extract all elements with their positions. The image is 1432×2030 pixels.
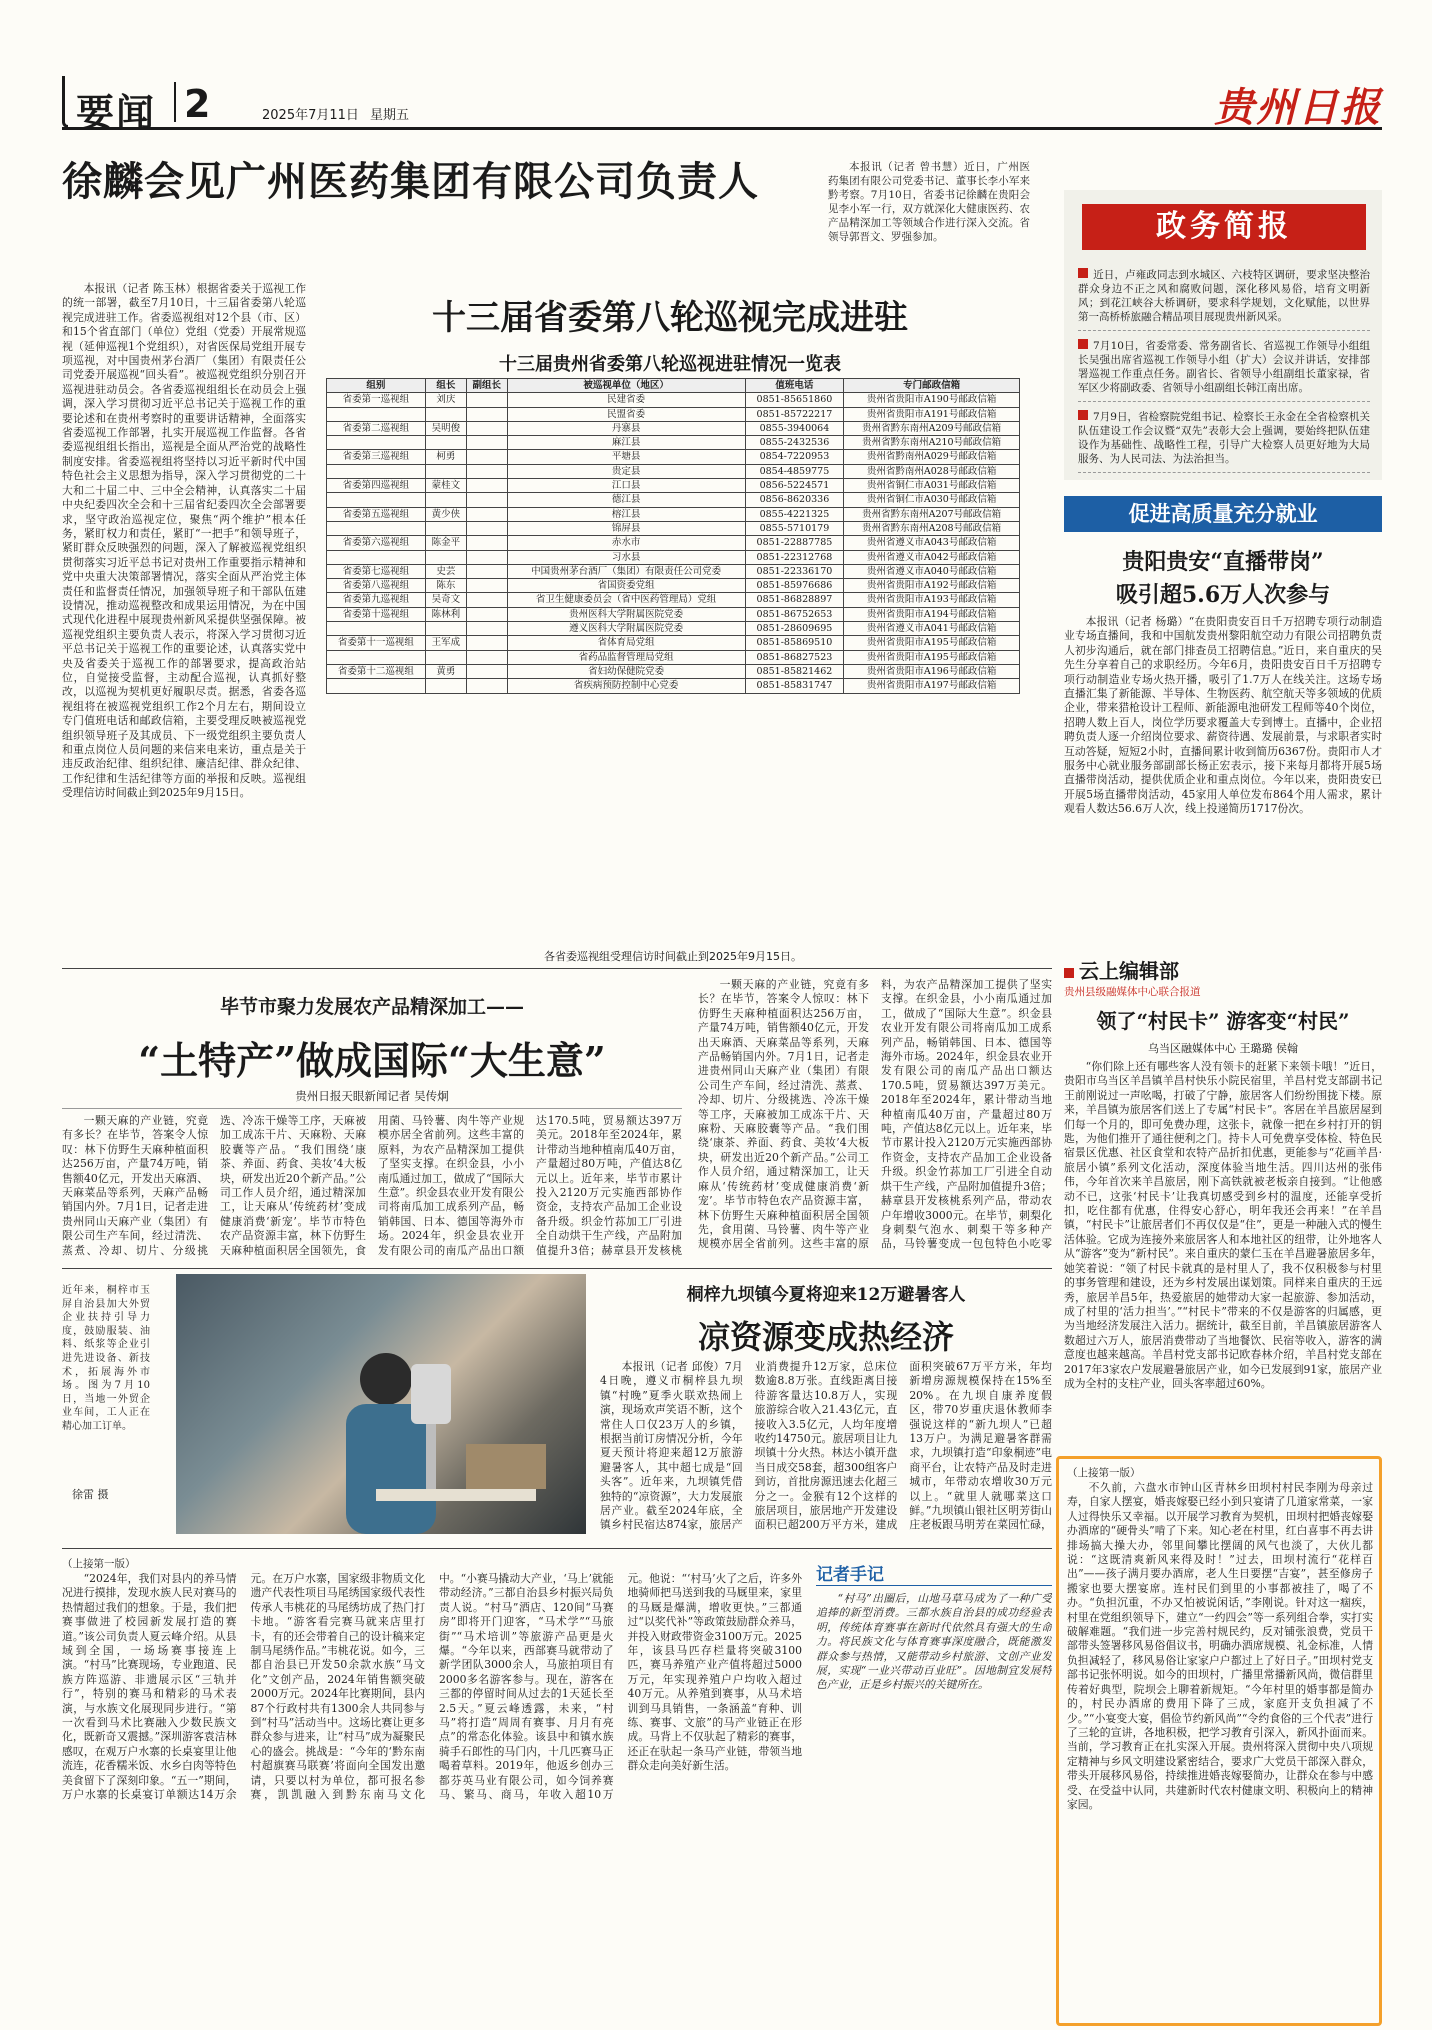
factory-worker-photo [176, 1274, 586, 1534]
table-cell: 江口县 [507, 479, 745, 493]
table-cell: 省委第十一巡视组 [327, 636, 426, 650]
table-header-cell: 被巡视单位（地区） [507, 379, 745, 393]
table-cell: 0854-7220953 [745, 450, 844, 464]
table-cell: 0855-2432536 [745, 436, 844, 450]
continued-label: （上接第一版） [1067, 1467, 1141, 1479]
table-cell: 0851-86828897 [745, 593, 844, 607]
table-cell: 省国资委党组 [507, 579, 745, 593]
table-cell [327, 493, 426, 507]
table-cell: 史芸 [425, 564, 466, 578]
cloud-header [1064, 955, 1382, 999]
inspection-article-text: 本报讯（记者 陈玉林）根据省委关于巡视工作的统一部署，截至7月10日，十三届省委第八轮巡视完成进驻工作。省委巡视组对12个县（市、区）和15个省直部门（单位）党组（党委）开展常规巡视（延伸巡视1个党组织），对省医保局党组开展专项巡视，对中国贵州茅台酒厂（集团）有限责任公司党委开展巡视“回头看”。被巡视党组织分别召开巡视进驻动员会。各省委巡视组组长在动员会上强调，深入学习贯彻习近平总书记关于巡视工作的重要论述和在贵州考察时的重要讲话精神，全面落实省委巡视工作部署，扎实开展巡视工作监督。各省委巡视组组长指出，巡视是全面从严治党的战略性制度安排。省委巡视组将坚持以习近平新时代中国特色社会主义思想为指导，深入学习贯彻党的二十大和二十届二中、三中全会精神，认真落实二十届中央纪委四次全会和十三届省纪委四次全会部署要求，坚守政治巡视定位，聚焦“两个维护”根本任务，紧盯权力和责任，紧盯“一把手”和领导班子，紧盯群众反映强烈的问题，深入了解被巡视党组织贯彻落实习近平总书记对贵州工作重要指示精神和党中央重大决策部署情况，落实全面从严治党主体责任和监督责任情况，加强领导班子和干部队伍建设情况，推动巡视整改和成果运用情况，为在中国式现代化进程中展现贵州新风采提供坚强保障。被巡视党组织主要负责人表示，将深入学习贯彻习近平总书记关于巡视工作的重要论述，认真落实党中央及省委关于巡视工作的部署要求，提高政治站位，自觉接受监督，主动配合巡视，认真抓好整改，以巡视为契机更好履职尽责。据悉，省委各巡视组将在被巡视党组织工作2个月左右，期间设立专门值班电话和邮政信箱，主要受理反映被巡视党组织领导班子及其成员、下一级党组织主要负责人和重点岗位人员问题的来信来电来访，重点是关于违反政治纪律、组织纪律、廉洁纪律、群众纪律、工作纪律和生活纪律等方面的举报和反映。巡视组受理信访时间截止到2025年9月15日。 [62, 282, 306, 800]
cloud-byline: 乌当区融媒体中心 王璐璐 侯翰 [1148, 1042, 1298, 1055]
table-cell: 省药品监督管理局党组 [507, 650, 745, 664]
table-cell: 吴明俊 [425, 421, 466, 435]
continued-text: 不久前，六盘水市钟山区青林乡田坝村村民李刚为母亲过寿，自家人摆宴，婚丧嫁娶已经小到只宴请了几道家常菜，一家人过得快乐又幸福。以开展学习教育为契机，田坝村把婚丧嫁娶办酒席的“硬骨头”啃了下来。知心老在村里，红白喜事不再去讲排场搞大操大办，邻里间攀比摆阔的风气也淡了，大伙儿都说：“这既清爽新风来得及时！”过去，田坝村流行“花样百出”——孩子满月要办酒席，老人生日要摆“吉宴”，甚至修房子搬家也要大摆宴席。连村民们到里的小事都被挂了，喝了不办。“负担沉重，不办又怕被说闲话，”李刚说。针对这一痼疾，村里在党组织领导下，建立“一约四会”等一系列组合拳，实打实破解难题。“我们进一步完善村规民约，反对铺张浪费，党员干部带头签署移风易俗倡议书，明确办酒席规模、礼金标准，人情负担减轻了，移风易俗让家家户户都过上了好日子。”田坝村党支部书记张怀明说。如今的田坝村，广播里常播新风尚，微信群里传着好典型，院坝会上聊着新规矩。“今年村里的婚事都是简办的，村民办酒席的费用下降了三成，家庭开支负担减了不少。”“小宴变大宴，倡俭节约新风尚”“令约食俗的三个代表”进行了三轮的宣讲，各地积极，把学习教育引深入，新风扑面而来。当前，学习教育正在扎实深入开展。贵州将深入贯彻中央八项规定精神与乡风文明建设紧密结合，要求广大党员干部深入群众，带头开展移风易俗，持续推进婚丧嫁娶简办，让群众在参与中感受、在受益中认同，共建新时代农村健康文明、积极向上的精神家园。 [1067, 1481, 1373, 1811]
table-cell: 中国贵州茅台酒厂（集团）有限责任公司党委 [507, 564, 745, 578]
brief-item: 7月9日，省检察院党组书记、检察长王永金在全省检察机关队伍建设工作会议暨“双先”表彰大会上强调，要始终把队伍建设作为基础性、战略性工程，引导广大检察人员更好地为大局服务、为人民司法、为法治担当。 [1078, 410, 1370, 473]
bottom-text: “2024年，我们对县内的养马情况进行摸排，发现水族人民对赛马的热情超过我们的想象。于是，我们把赛事做进了校园新发展打造的赛道。”该公司负责人夏云峰介绍。从县域到全国，一场场赛事接连上演。“村马”比赛现场，专业跑道、民族方阵巡游、非遗展示区“三轨并行”，特别的赛马和精彩的马术表演，与水族文化展现同步进行。“第一次看到马术比赛融入少数民族文化，既新奇又震撼。”深圳游客袁洁林感叹，在观万户水寨的长桌宴里让他流连，花香糯米饭、水乡白肉等特色美食留下了深刻印象。“五一”期间，万户水寨的长桌宴订单额达14万余元。在万户水寨，国家级非物质文化遗产代表性项目马尾绣国家级代表性传承人韦桃花的马尾绣坊成了热门打卡地。“游客看完赛马就来店里打卡，有的还会带着自己的设计稿来定制马尾绣作品。”韦桃花说。如今，三都自治县已开发50余款水族“马文化”文创产品，2024年销售额突破2000万元。2024年比赛期间，县内87个行政村共有1300余人共同参与到“村马”活动当中。这场比赛让更多群众参与进来，让“村马”成为凝聚民心的盛会。挑战是：“今年的‘黔东南村超旗赛马联赛’将面向全国发出邀请，只要以村为单位，都可报名参赛，凯凯融入到黔东南马文化中。“小赛马撬动大产业，‘马上’就能带动经济。”三都自治县乡村振兴局负责人说。“村马”酒店、120间“马赛房”即将开门迎客，“马术学”“马旅街”“马术培训”等旅游产品更是火爆。“今年以来，西部赛马就带动了新学团队3000余人，马旅拍项目有2000多名游客参与。现在，游客在三都的停留时间从过去的1天延长至2.5天。”夏云峰透露，未来，“村马”将打造“周周有赛事、月月有亮点”的常态化体验。该县中和镇水族骑手石郎性的马门内，十几匹赛马正喝着草料。2019年，他返乡创办三都芬英马业有限公司，如今饲养赛马、繁马、商马，年收入超10万元。他说：“‘村马’火了之后，许多外地骑师把马送到我的马厩里来，家里的马厩是爆满，增收更快。”三都通过“以奖代补”等政策鼓励群众养马，并投入财政带资金3100万元。2025年，该县马匹存栏量将突破3100匹，赛马养殖产业产值将超过5000万元，年实现养殖户户均收入超过40万元。从养殖到赛事，从马术培训到马具销售，一条涵盖“育种、训练、赛事、文旅”的马产业链正在形成。马背上不仅驮起了精彩的赛事，还正在驮起一条马产业链，带领当地群众走向美好新生活。 [62, 1572, 802, 1802]
table-cell: 贵州省黔东南州A208号邮政信箱 [844, 521, 1020, 535]
photo-caption: 近年来，桐梓市玉屏自治县加大外贸企业扶持引导力度，鼓励服装、油料、纸浆等企业引进先进设备、新技术，拓展海外市场。图为7月10日，当地一外贸企业车间，工人正在精心加工订单。 [62, 1285, 150, 1432]
table-cell: 贵州省遵义市A042号邮政信箱 [844, 550, 1020, 564]
table-cell [425, 407, 466, 421]
table-cell: 丹寨县 [507, 421, 745, 435]
table-cell: 榕江县 [507, 507, 745, 521]
table-row [327, 536, 1020, 550]
table-row [327, 407, 1020, 421]
table-row [327, 636, 1020, 650]
table-row [327, 579, 1020, 593]
table-cell: 贵州省贵阳市A195号邮政信箱 [844, 650, 1020, 664]
table-cell: 刘庆 [425, 393, 466, 407]
table-cell: 贵州医科大学附属医院党委 [507, 607, 745, 621]
table-cell: 贵州省黔东南州A207号邮政信箱 [844, 507, 1020, 521]
table-cell [466, 679, 507, 693]
table-cell: 贵州省黔南州A029号邮政信箱 [844, 450, 1020, 464]
table-cell: 0854-4859775 [745, 464, 844, 478]
rule [62, 1268, 1052, 1269]
cloud-text: “你们除上还有哪些客人没有领卡的赶紧下来领卡哦！”近日，贵阳市乌当区羊昌镇羊昌村快乐小院民宿里，羊昌村党支部副书记王前刚说过一声吆喝，打破了宁静，旅居客人们纷纷围拢下楼。原来，羊昌镇为旅居客们送上了专属“村民卡”。客居在羊昌旅居屋到们每一个月的，即可免费办理，这张卡，就像一把在乡村打开的钥匙，为他们推开了通往便利之门。持卡人可免费享受体检、特色民宿景区优惠、社区食堂和农特产品折扣优惠，更能参与“花画羊昌·旅居小镇”系列文化活动，深度体验当地生活。四川达州的张伟伟，今年首次来羊昌旅居，刚下高铁就被老板亲自接到。“让他感动不已，这张‘村民卡’让我真切感受到乡村的温度，还能享受折扣，吃住都有优惠，住得安心舒心，明年我还会再来！”在羊昌镇，“村民卡”让旅居者们不再仅仅是“住”，更是一种融入式的慢生活体验。它成为连接外来旅居客人和本地社区的纽带，让外地客人从“游客”变为“新村民”。来自重庆的蒙仁玉在羊昌避暑旅居多年，她笑着说：“领了村民卡就真的是村里人了，我不仅积极参与村里的事务管理和建设，还为乡村发展出谋划策。同样来自重庆的王远秀，旅居羊昌5年，热爱旅居的她带动大家一起旅游、参加活动，成了村里的‘活力担当’。”“村民卡”带来的不仅是游客的归属感，更为当地经济发展注入活力。据统计，截至目前，羊昌镇旅居游客人数超过六万人，旅居消费带动了当地餐饮、民宿等收入，游客的满意度也越来越高。羊昌村党支部书记欧春林介绍，羊昌村党支部在2017年3家农户发展避暑旅居产业，如今已发展到91家，旅居产业成为全村的支柱产业，回头客率超过60%。 [1064, 1060, 1382, 1390]
bottom-continued-label: （上接第一版） [62, 1558, 136, 1570]
table-cell [466, 393, 507, 407]
table-cell: 贵州省铜仁市A030号邮政信箱 [844, 493, 1020, 507]
table-cell: 0851-85869510 [745, 636, 844, 650]
bijie-byline: 贵州日报天眼新闻记者 吴传炯 [295, 1089, 449, 1103]
rule [62, 968, 1052, 969]
photo-illustration [176, 1274, 586, 1534]
table-cell [466, 607, 507, 621]
bijie-text-b: 一颗天麻的产业链，究竟有多长？在毕节，答案令人惊叹：林下仿野生天麻种植面积达256万亩，产量74万吨，销售额40亿元，开发出天麻酒、天麻菜品等系列，天麻产品畅销国内外。7月1日，记者走进贵州同山天麻产业（集团）有限公司生产车间，经过清洗、蒸煮、冷却、切片、分级挑选、冷冻干燥等工序，天麻被加工成冻干片、天麻粉、天麻胶囊等产品。“我们围绕‘康茶、养面、药食、美妆’4大板块，研发出近20个新产品。”公司工作人员介绍，通过精深加工，让天麻从‘传统药材’变成健康消费‘新宠’。毕节市特色农产品资源丰富，林下仿野生天麻种植面积居全国领先，食用菌、马铃薯、肉牛等产业规模亦居全省前列。这些丰富的原料，为农产品精深加工提供了坚实支撑。在织金县，小小南瓜通过加工，做成了“国际大生意”。织金县农业开发有限公司将南瓜加工成系列产品，畅销韩国、日本、德国等海外市场。2024年，织金县农业开发有限公司的南瓜产品出口额达170.5吨，贸易额达397万美元。2018年至2024年，累计带动当地种植南瓜40万亩，产量超过80万吨，产值达8亿元以上。近年来，毕节市累计投入2120万元实施西部协作资金，支持农产品加工企业设备升级。织金竹荪加工厂引进全自动烘干生产线，产品附加值提升3倍；赫章县开发核桃系列产品，带动农户年增收3000元。在毕节，刺梨化身刺梨气泡水、刺梨干等多种产品，马铃薯变成一包包特色小吃零 [698, 978, 1052, 1251]
table-cell: 锦屏县 [507, 521, 745, 535]
table-cell [327, 650, 426, 664]
table-cell: 柯勇 [425, 450, 466, 464]
employment-text: 本报讯（记者 杨璐）“在贵阳贵安百日千万招聘专项行动制造业专场直播间，我和中国航发贵州黎阳航空动力有限公司招聘负责人初步沟通后，就在部门排查员工招聘信息。”近日，来自重庆的吴先生分享着自己的求职经历。今年6月，贵阳贵安百日千万招聘专项行动制造业专场火热开播，吸引了1.7万人在线关注。这场专场直播汇集了新能源、半导体、生物医药、航空航天等多领域的优质企业，带来猎枪设计工程师、新能源电池研发工程师等40个岗位，招聘人数上百人，岗位学历要求覆盖大专到博士。直播中，企业招聘负责人逐一介绍岗位要求、薪资待遇、发展前景，与求职者实时互动答疑，短短2小时，直播间累计收到简历6367份。贵阳市人才服务中心就业服务部副部长杨正宏表示，接下来每月都将开展5场直播带岗活动，提供优质企业和重点岗位。今年以来，贵阳贵安已开展5场直播带岗活动，45家用人单位发布864个用人需求，累计观看人数达56.6万人次，线上投递简历1717份次。 [1064, 615, 1382, 816]
table-cell: 民建省委 [507, 393, 745, 407]
table-cell [425, 493, 466, 507]
issue-date: 2025年7月11日 [262, 108, 359, 123]
divider [174, 82, 176, 122]
table-cell [466, 664, 507, 678]
table-cell: 贵州省贵阳市A194号邮政信箱 [844, 607, 1020, 621]
table-cell [466, 650, 507, 664]
masthead [62, 80, 1382, 135]
table-cell: 贵州省贵阳市A191号邮政信箱 [844, 407, 1020, 421]
table-row [327, 550, 1020, 564]
table-cell: 省妇幼保健院党委 [507, 664, 745, 678]
table-cell [425, 622, 466, 636]
table-cell: 贵州省黔东南州A209号邮政信箱 [844, 421, 1020, 435]
table-cell: 省卫生健康委员会（省中医药管理局）党组 [507, 593, 745, 607]
table-cell [466, 536, 507, 550]
table-header-cell: 副组长 [466, 379, 507, 393]
table-row [327, 593, 1020, 607]
table-cell: 0851-22336170 [745, 564, 844, 578]
table-cell [327, 679, 426, 693]
table-cell: 麻江县 [507, 436, 745, 450]
table-cell: 黄勇 [425, 664, 466, 678]
table-cell [327, 407, 426, 421]
brief-box [1064, 190, 1382, 480]
table-cell [425, 679, 466, 693]
brief-item: 7月10日，省委常委、常务副省长、省巡视工作领导小组组长吴强出席省巡视工作领导小组（扩大）会议并讲话，安排部署巡视工作重点任务。副省长、省领导小组副组长董家禄，省军区少将副政委、省领导小组副组长韩江南出席。 [1078, 339, 1370, 402]
photographer: 徐雷 摄 [72, 1488, 109, 1501]
table-cell: 0851-85722217 [745, 407, 844, 421]
table-header-cell: 组别 [327, 379, 426, 393]
table-cell: 省委第三巡视组 [327, 450, 426, 464]
bullet-icon [1078, 268, 1088, 278]
employment-subhead: 吸引超5.6万人次参与 [1115, 582, 1331, 608]
table-cell [327, 521, 426, 535]
table-cell [425, 436, 466, 450]
table-cell [466, 464, 507, 478]
table-cell [466, 521, 507, 535]
table-cell [327, 464, 426, 478]
table-cell: 0856-5224571 [745, 479, 844, 493]
table-cell: 0851-85976686 [745, 579, 844, 593]
table-cell: 省委第五巡视组 [327, 507, 426, 521]
table-cell: 0851-22312768 [745, 550, 844, 564]
jiuba-headline: 凉资源变成热经济 [697, 1318, 954, 1356]
table-row [327, 507, 1020, 521]
square-icon [1064, 968, 1074, 978]
editor-note [816, 1560, 1052, 2024]
table-cell [466, 507, 507, 521]
table-cell: 王军成 [425, 636, 466, 650]
table-cell: 民盟省委 [507, 407, 745, 421]
table-row [327, 564, 1020, 578]
editor-note-title: 记者手记 [816, 1560, 1052, 1586]
table-row [327, 436, 1020, 450]
table-cell: 省委第六巡视组 [327, 536, 426, 550]
table-cell: 陈东 [425, 579, 466, 593]
table-cell [425, 464, 466, 478]
table-header-cell: 值班电话 [745, 379, 844, 393]
inspection-table-title: 十三届贵州省委第八轮巡视进驻情况一览表 [499, 354, 841, 375]
table-cell [425, 521, 466, 535]
cloud-title: 云上编辑部 [1079, 959, 1179, 983]
rule [62, 1108, 682, 1109]
table-cell: 贵定县 [507, 464, 745, 478]
table-cell: 0851-85821462 [745, 664, 844, 678]
table-cell [466, 436, 507, 450]
jiuba-text: 本报讯（记者 邱俊）7月4日晚，遵义市桐梓县九坝镇“村晚”夏季火联欢热闹上演，现场欢声笑语不断，这个常住人口仅23万人的乡镇，根据当前订房情况分析，今年夏天预计将迎来超12万旅游避暑客人，其中超七成是“回头客”。近年来，九坝镇凭借独特的“凉资源”，大力发展旅居产业。截至2024年底，全镇乡村民宿达874家，旅居产业消费提升12万家，总床位数逾8.8万张。直线距离目接待游客量达10.8万人，实现旅游综合收入21.43亿元，直接收入3.5亿元，人均年度增收约14750元。旅居项目让九坝镇十分火热。林达小镇开盘当日成交58套，超300组客户到访，首批房源迅速去化超三分之一。金猴有12个这样的旅居项目，旅居地产开发建设面积已超200万平方米，建成面积突破67万平方米，年均新增房源规模保持在15%至20%。在九坝自康养度假区，带70岁重庆退休教师李强说这样的“新九坝人”已超13万户。为满足避暑客群需求，九坝镇打造“印象桐迹”电商平台，让农特产品及时走进城市，年带动农增收30万元以上。“就里人就哪菜这口鲜。”九坝镇山银社区明芳街山庄老板跟马明芳在菜园忙碌， [600, 1360, 1052, 1532]
table-cell: 陈林利 [425, 607, 466, 621]
table-cell: 贵州省贵阳市A192号邮政信箱 [844, 579, 1020, 593]
table-row [327, 393, 1020, 407]
employment-headline: 贵阳贵安“直播带岗” [1122, 549, 1324, 575]
cloud-headline: 领了“村民卡” 游客变“村民” [1096, 1009, 1350, 1033]
table-cell: 平塘县 [507, 450, 745, 464]
table-cell: 0851-86827523 [745, 650, 844, 664]
masthead-bracket [62, 76, 68, 128]
highlight-box [1056, 1456, 1382, 2026]
table-row [327, 521, 1020, 535]
table-cell: 遵义医科大学附属医院党委 [507, 622, 745, 636]
table-cell: 贵州省黔东南州A210号邮政信箱 [844, 436, 1020, 450]
table-cell: 贵州省贵阳市A193号邮政信箱 [844, 593, 1020, 607]
table-cell [327, 622, 426, 636]
table-cell: 0851-86752653 [745, 607, 844, 621]
editor-note-text: “村马”出圈后，山地马草马成为了一种广受追捧的新型消费。三都水族自治县的成功经验表明，传统体育赛事在新时代依然具有强大的生命力。将民族文化与体育赛事深度融合，既能激发群众参与热情，又能带动乡村旅游、文创产业发展，实现“一业兴带动百业旺”。因地制宜发展特色产业，正是乡村振兴的关键所在。 [816, 1592, 1052, 1692]
table-cell: 0851-85651860 [745, 393, 844, 407]
table-cell [466, 479, 507, 493]
table-cell: 0851-28609695 [745, 622, 844, 636]
table-cell: 省委第九巡视组 [327, 593, 426, 607]
table-cell: 蒙桂文 [425, 479, 466, 493]
bullet-icon [1078, 339, 1088, 349]
table-cell: 省委第二巡视组 [327, 421, 426, 435]
cloud-subtitle: 贵州县级融媒体中心联合报道 [1064, 986, 1201, 998]
bijie-headline: “土特产”做成国际“大生意” [138, 1038, 606, 1083]
bijie-kicker: 毕节市聚力发展农产品精深加工—— [219, 996, 524, 1018]
bullet-icon [1078, 410, 1088, 420]
lead-headline: 徐麟会见广州医药集团有限公司负责人 [62, 159, 759, 205]
table-cell: 贵州省黔南州A028号邮政信箱 [844, 464, 1020, 478]
lead-text: 本报讯（记者 曾书慧）近日，广州医药集团有限公司党委书记、董事长李小军来黔考察。7月10日，省委书记徐麟在贵阳会见李小军一行，双方就深化大健康医药、农产品精深加工等领域合作进行深入交流。省领导郭晋文、罗强参加。 [828, 161, 1030, 243]
inspection-table [326, 378, 1020, 943]
rule [62, 1548, 1052, 1549]
table-cell [466, 564, 507, 578]
table-cell: 省委第十二巡视组 [327, 664, 426, 678]
table-cell [466, 450, 507, 464]
table-row [327, 421, 1020, 435]
table-cell: 贵州省遵义市A041号邮政信箱 [844, 622, 1020, 636]
table-row [327, 650, 1020, 664]
table-cell: 习水县 [507, 550, 745, 564]
table-header-cell: 组长 [425, 379, 466, 393]
jiuba-kicker: 桐梓九坝镇今夏将迎来12万避暑客人 [686, 1285, 966, 1305]
table-cell [466, 421, 507, 435]
table-cell [466, 550, 507, 564]
bijie-text-a: 一颗天麻的产业链，究竟有多长？在毕节，答案令人惊叹：林下仿野生天麻种植面积达256万亩，产量74万吨，销售额40亿元，开发出天麻酒、天麻菜品等系列，天麻产品畅销国内外。7月1日，记者走进贵州同山天麻产业（集团）有限公司生产车间，经过清洗、蒸煮、冷却、切片、分级挑选、冷冻干燥等工序，天麻被加工成冻干片、天麻粉、天麻胶囊等产品。“我们围绕‘康茶、养面、药食、美妆’4大板块，研发出近20个新产品。”公司工作人员介绍，通过精深加工，让天麻从‘传统药材’变成健康消费‘新宠’。毕节市特色农产品资源丰富，林下仿野生天麻种植面积居全国领先，食用菌、马铃薯、肉牛等产业规模亦居全省前列。这些丰富的原料，为农产品精深加工提供了坚实支撑。在织金县，小小南瓜通过加工，做成了“国际大生意”。织金县农业开发有限公司将南瓜加工成系列产品，畅销韩国、日本、德国等海外市场。2024年，织金县农业开发有限公司的南瓜产品出口额达170.5吨，贸易额达397万美元。2018年至2024年，累计带动当地种植南瓜40万亩，产量超过80万吨，产值达8亿元以上。近年来，毕节市累计投入2120万元实施西部协作资金，支持农产品加工企业设备升级。织金竹荪加工厂引进全自动烘干生产线，产品附加值提升3倍；赫章县开发核桃 [62, 1114, 682, 1257]
table-cell: 贵州省贵阳市A190号邮政信箱 [844, 393, 1020, 407]
table-cell: 省委第八巡视组 [327, 579, 426, 593]
table-row [327, 679, 1020, 693]
table-cell [466, 593, 507, 607]
paper-logo: 贵州日报 [1214, 84, 1382, 131]
table-cell [425, 650, 466, 664]
section-name: 要闻 [76, 91, 157, 135]
table-cell: 0851-22887785 [745, 536, 844, 550]
table-cell [466, 636, 507, 650]
brief-list [1078, 268, 1370, 481]
table-cell: 贵州省贵阳市A197号邮政信箱 [844, 679, 1020, 693]
brief-title: 政务简报 [1082, 204, 1366, 250]
table-cell: 贵州省贵阳市A195号邮政信箱 [844, 636, 1020, 650]
table-cell: 省委第四巡视组 [327, 479, 426, 493]
table-row [327, 450, 1020, 464]
table-cell [466, 579, 507, 593]
table-cell: 省委第七巡视组 [327, 564, 426, 578]
table-cell: 0855-4221325 [745, 507, 844, 521]
inspection-note: 各省委巡视组受理信访时间截止到2025年9月15日。 [544, 950, 802, 963]
table-cell [327, 550, 426, 564]
table-cell: 省体育局党组 [507, 636, 745, 650]
table-row [327, 607, 1020, 621]
table-cell: 贵州省遵义市A040号邮政信箱 [844, 564, 1020, 578]
table-row [327, 622, 1020, 636]
brief-item: 近日，卢雍政同志到水城区、六枝特区调研，要求坚决整治群众身边不正之风和腐败问题，深化移风易俗，培育文明新风；到花江峡谷大桥调研，要求科学规划，文化赋能，以世界第一高桥桥旅融合精品项目展现贵州新风采。 [1078, 268, 1370, 331]
table-header-cell: 专门邮政信箱 [844, 379, 1020, 393]
table-cell [466, 493, 507, 507]
table-cell: 0855-3940064 [745, 421, 844, 435]
page-number: 2 [184, 82, 213, 126]
table-cell: 贵州省遵义市A043号邮政信箱 [844, 536, 1020, 550]
table-cell [327, 436, 426, 450]
table-cell: 省疾病预防控制中心党委 [507, 679, 745, 693]
table-row [327, 493, 1020, 507]
table-row [327, 464, 1020, 478]
table-cell: 0856-8620336 [745, 493, 844, 507]
table-cell: 陈金平 [425, 536, 466, 550]
table-row [327, 479, 1020, 493]
table-cell: 0855-5710179 [745, 521, 844, 535]
employment-banner: 促进高质量充分就业 [1064, 496, 1382, 532]
table-cell: 贵州省贵阳市A196号邮政信箱 [844, 664, 1020, 678]
table-cell: 黄少侠 [425, 507, 466, 521]
inspection-headline: 十三届省委第八轮巡视完成进驻 [432, 298, 908, 338]
table-cell: 省委第一巡视组 [327, 393, 426, 407]
table-cell: 吴奇文 [425, 593, 466, 607]
table-cell: 省委第十巡视组 [327, 607, 426, 621]
issue-weekday: 星期五 [370, 108, 410, 123]
table-cell: 0851-85831747 [745, 679, 844, 693]
table-cell: 赤水市 [507, 536, 745, 550]
table-row [327, 664, 1020, 678]
table-cell [425, 550, 466, 564]
table-cell: 贵州省铜仁市A031号邮政信箱 [844, 479, 1020, 493]
table-cell: 德江县 [507, 493, 745, 507]
table-cell [466, 407, 507, 421]
table-cell [466, 622, 507, 636]
